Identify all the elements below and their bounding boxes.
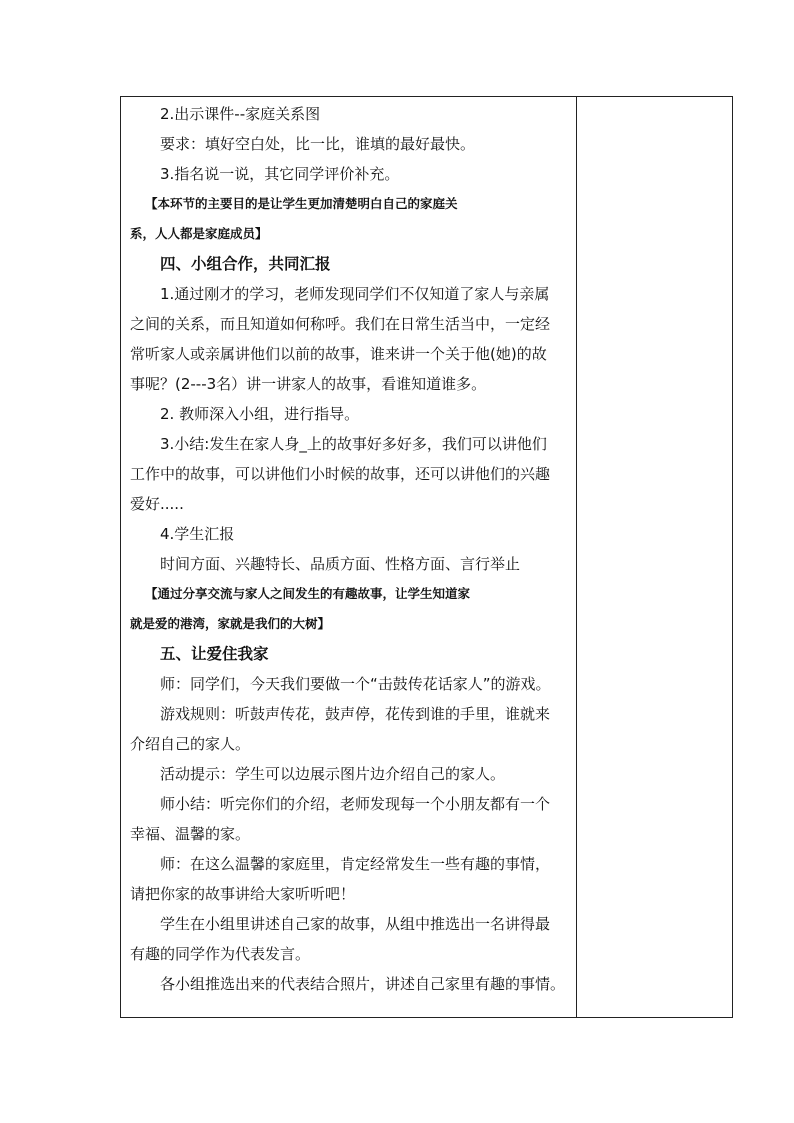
design-note-2-line-2: 就是爱的港湾，家就是我们的大树】 (130, 616, 331, 631)
teacher-prompt-line-1: 师：在这么温馨的家庭里，肯定经常发生一些有趣的事情， (160, 855, 551, 873)
student-activity-line-2: 有趣的同学作为代表发言。 (130, 945, 311, 963)
group-presentation: 各小组推选出来的代表结合照片，讲述自己家里有趣的事情。 (160, 975, 566, 993)
lesson-content (130, 99, 576, 999)
design-note-1-line-1: 【本环节的主要目的是让学生更加清楚明白自己的家庭关 (145, 196, 458, 211)
teacher-summary-line-1: 师小结：听完你们的介绍，老师发现每一个小朋友都有一个 (160, 795, 551, 813)
paragraph-4-1-line-2: 之间的关系，而且知道如何称呼。我们在日常生活当中，一定经 (130, 315, 551, 333)
section-5-heading: 五、让爱住我家 (160, 645, 269, 663)
paragraph-4-3-line-3: 爱好..... (130, 495, 184, 513)
step-3-discussion: 3.指名说一说，其它同学评价补充。 (160, 165, 400, 183)
section-4-heading: 四、小组合作，共同汇报 (160, 255, 331, 273)
report-aspects: 时间方面、兴趣特长、品质方面、性格方面、言行举止 (160, 555, 521, 573)
requirement-text: 要求：填好空白处，比一比，谁填的最好最快。 (160, 135, 476, 153)
game-rules-line-2: 介绍自己的家人。 (130, 735, 251, 753)
paragraph-4-1-line-4: 事呢？(2---3名）讲一讲家人的故事，看谁知道谁多。 (130, 375, 487, 393)
paragraph-4-3-line-1: 3.小结:发生在家人身_上的故事好多好多，我们可以讲他们 (160, 435, 547, 453)
paragraph-4-1-line-1: 1.通过刚才的学习，老师发现同学们不仅知道了家人与亲属 (160, 285, 550, 303)
paragraph-4-4: 4.学生汇报 (160, 525, 235, 543)
step-2-courseware: 2.出示课件--家庭关系图 (160, 105, 321, 123)
design-note-2-line-1: 【通过分享交流与家人之间发生的有趣故事，让学生知道家 (145, 586, 471, 601)
teacher-summary-line-2: 幸福、温馨的家。 (130, 825, 251, 843)
teacher-intro: 师：同学们，今天我们要做一个“击鼓传花话家人”的游戏。 (160, 675, 551, 693)
paragraph-4-2: 2. 教师深入小组，进行指导。 (160, 405, 360, 423)
student-activity-line-1: 学生在小组里讲述自己家的故事，从组中推选出一名讲得最 (160, 915, 551, 933)
column-divider (576, 96, 577, 1018)
paragraph-4-1-line-3: 常听家人或亲属讲他们以前的故事，谁来讲一个关于他(她)的故 (130, 345, 547, 363)
paragraph-4-3-line-2: 工作中的故事，可以讲他们小时候的故事，还可以讲他们的兴趣 (130, 465, 551, 483)
game-rules-line-1: 游戏规则：听鼓声传花，鼓声停，花传到谁的手里，谁就来 (160, 705, 551, 723)
teacher-prompt-line-2: 请把你家的故事讲给大家听听吧！ (130, 885, 356, 903)
design-note-1-line-2: 系，人人都是家庭成员】 (130, 226, 268, 241)
activity-tip: 活动提示：学生可以边展示图片边介绍自己的家人。 (160, 765, 506, 783)
